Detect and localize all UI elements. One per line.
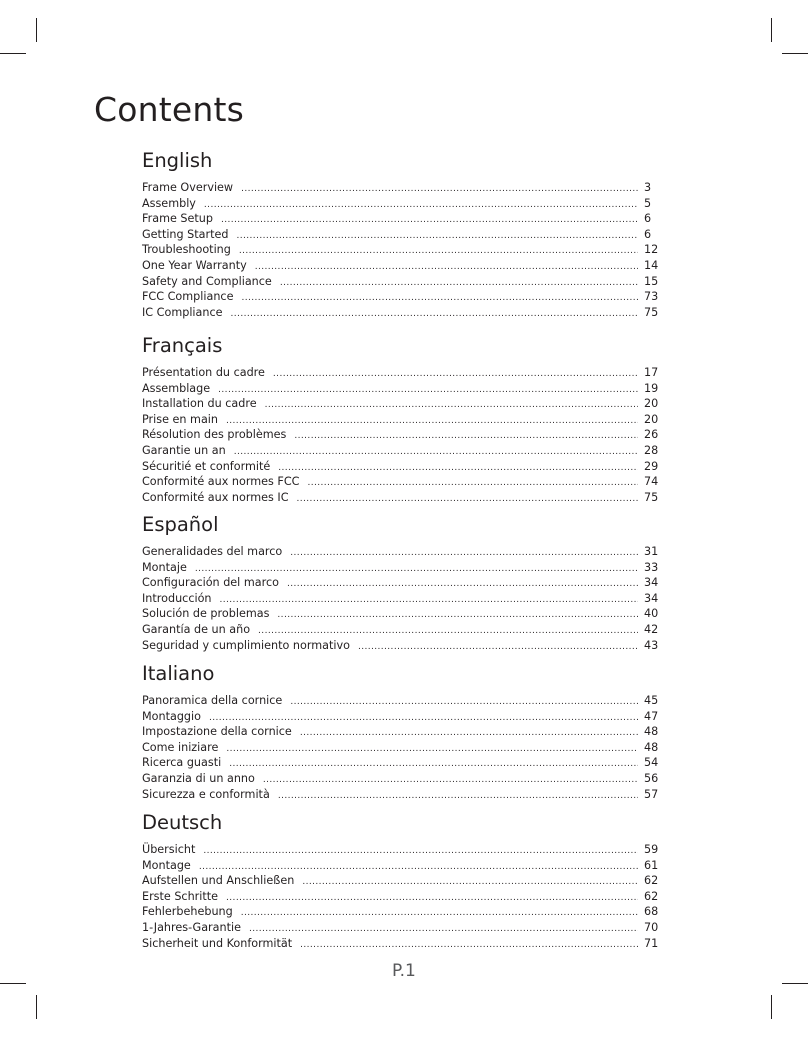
toc-entry[interactable] [142, 381, 658, 397]
toc-entry-page-number: 45 [644, 694, 659, 707]
toc-entry-page-number: 56 [644, 771, 659, 785]
dot-leader [241, 291, 638, 307]
toc-entry-page-number: 68 [644, 905, 659, 919]
dot-leader [273, 367, 638, 383]
dot-leader [265, 398, 638, 414]
toc-entry-label: Garantie un an [142, 443, 226, 457]
dot-leader [278, 461, 638, 477]
toc-entry-label: Fehlerbehebung [142, 905, 233, 919]
toc-entry-label: Seguridad y cumplimiento normativo [142, 638, 350, 652]
toc-entry-page-number: 57 [644, 787, 659, 801]
toc-entry[interactable] [142, 606, 658, 622]
toc-entry-label: One Year Warranty [142, 258, 247, 272]
dot-leader [300, 726, 638, 742]
toc-entry[interactable] [142, 242, 658, 258]
toc-section-francais [142, 333, 658, 505]
toc-entry[interactable] [142, 740, 658, 756]
toc-entry-page-number: 74 [644, 475, 659, 489]
crop-mark-top-left-horizontal [0, 53, 26, 54]
toc-entry-page-number: 26 [644, 428, 659, 442]
toc-entry-page-number: 62 [644, 889, 659, 903]
toc-entry-page-number: 34 [644, 576, 659, 590]
toc-section-espanol [142, 512, 658, 653]
toc-entry[interactable] [142, 771, 658, 787]
dot-leader [277, 608, 638, 624]
dot-leader [220, 593, 638, 609]
toc-entry[interactable] [142, 474, 658, 490]
toc-entry[interactable] [142, 443, 658, 459]
dot-leader [255, 260, 638, 276]
toc-entry-label: Frame Setup [142, 212, 213, 226]
toc-entry-label: Aufstellen und Anschließen [142, 874, 295, 888]
toc-entry-label: Safety and Compliance [142, 274, 272, 288]
toc-entry[interactable] [142, 889, 658, 905]
toc-entry[interactable] [142, 227, 658, 243]
toc-entry-page-number: 48 [644, 740, 659, 754]
entry-list [142, 693, 658, 802]
toc-section-deutsch [142, 810, 658, 951]
entry-list [142, 180, 658, 320]
toc-entry[interactable] [142, 693, 658, 709]
toc-entry-label: Solución de problemas [142, 607, 270, 621]
toc-entry[interactable] [142, 427, 658, 443]
toc-entry[interactable] [142, 575, 658, 591]
toc-entry-page-number: 75 [644, 305, 659, 319]
toc-entry[interactable] [142, 365, 658, 381]
toc-entry[interactable] [142, 305, 658, 321]
entry-list [142, 365, 658, 505]
toc-entry-page-number: 5 [644, 196, 652, 210]
toc-entry-label: Übersicht [142, 843, 196, 856]
toc-entry[interactable] [142, 180, 658, 196]
dot-leader [234, 445, 638, 461]
toc-entry[interactable] [142, 412, 658, 428]
toc-entry-page-number: 59 [644, 843, 659, 856]
toc-entry[interactable] [142, 787, 658, 803]
toc-entry-label: Sécuritié et conformité [142, 459, 271, 473]
toc-entry-page-number: 43 [644, 638, 659, 652]
dot-leader [290, 546, 638, 562]
crop-mark-top-right-horizontal [782, 53, 808, 54]
toc-entry-label: Impostazione della cornice [142, 725, 292, 739]
toc-entry[interactable] [142, 724, 658, 740]
toc-entry-label: Montaggio [142, 709, 201, 723]
dot-leader [297, 492, 638, 508]
toc-entry[interactable] [142, 709, 658, 725]
dot-leader [358, 640, 638, 656]
crop-mark-top-left-vertical [36, 18, 37, 42]
dot-leader [302, 875, 638, 891]
toc-entry-page-number: 75 [644, 490, 659, 504]
toc-entry-label: Generalidades del marco [142, 545, 283, 558]
toc-entry-label: Come iniziare [142, 740, 219, 754]
toc-entry[interactable] [142, 560, 658, 576]
toc-entry-label: Garanzia di un anno [142, 771, 255, 785]
toc-entry-page-number: 61 [644, 858, 659, 872]
toc-entry-label: Garantía de un año [142, 622, 251, 636]
toc-entry-label: Assemblage [142, 381, 211, 395]
dot-leader [229, 757, 638, 773]
toc-entry-page-number: 29 [644, 459, 659, 473]
dot-leader [287, 577, 638, 593]
toc-entry[interactable] [142, 196, 658, 212]
toc-entry-page-number: 33 [644, 560, 659, 574]
toc-entry[interactable] [142, 755, 658, 771]
dot-leader [263, 773, 638, 789]
toc-entry-page-number: 48 [644, 725, 659, 739]
toc-entry-label: Frame Overview [142, 181, 234, 194]
toc-entry-page-number: 12 [644, 243, 659, 257]
toc-entry-page-number: 15 [644, 274, 659, 288]
toc-entry[interactable] [142, 490, 658, 506]
toc-entry-label: Ricerca guasti [142, 756, 222, 770]
dot-leader [241, 182, 638, 198]
dot-leader [218, 383, 638, 399]
toc-entry-label: Configuración del marco [142, 576, 279, 590]
entry-list [142, 544, 658, 653]
section-heading: Español [142, 513, 219, 536]
dot-leader [300, 938, 638, 954]
toc-entry[interactable] [142, 622, 658, 638]
toc-entry-label: Conformité aux normes FCC [142, 475, 300, 489]
dot-leader [226, 891, 638, 907]
toc-entry-label: Assembly [142, 196, 196, 210]
toc-entry-page-number: 40 [644, 607, 659, 621]
dot-leader [249, 922, 638, 938]
toc-entry-label: Prise en main [142, 412, 219, 426]
toc-section-italiano [142, 661, 658, 802]
toc-entry-label: Conformité aux normes IC [142, 490, 289, 504]
toc-entry-label: FCC Compliance [142, 290, 234, 304]
toc-entry-page-number: 20 [644, 397, 659, 411]
dot-leader [280, 276, 638, 292]
crop-mark-bottom-right-horizontal [782, 983, 808, 984]
toc-entry[interactable] [142, 638, 658, 654]
entry-list [142, 842, 658, 951]
toc-entry-label: Erste Schritte [142, 889, 219, 903]
crop-mark-bottom-left-vertical [36, 995, 37, 1019]
dot-leader [290, 695, 638, 711]
dot-leader [241, 906, 638, 922]
toc-entry-label: Installation du cadre [142, 397, 257, 411]
toc-entry[interactable] [142, 289, 658, 305]
toc-entry-label: Introducción [142, 591, 212, 605]
toc-entry[interactable] [142, 842, 658, 858]
toc-entry-page-number: 3 [644, 181, 652, 194]
toc-entry-page-number: 62 [644, 874, 659, 888]
dot-leader [226, 742, 638, 758]
crop-mark-top-right-vertical [771, 18, 772, 42]
toc-entry-label: Sicurezza e conformità [142, 787, 270, 801]
dot-leader [307, 476, 638, 492]
toc-entry-label: Troubleshooting [142, 243, 231, 257]
toc-entry[interactable] [142, 920, 658, 936]
toc-entry[interactable] [142, 873, 658, 889]
toc-entry-page-number: 14 [644, 258, 659, 272]
page-number: P.1 [392, 961, 416, 981]
toc-entry[interactable] [142, 274, 658, 290]
toc-entry[interactable] [142, 904, 658, 920]
page-title: Contents [94, 90, 245, 129]
toc-entry-page-number: 71 [644, 936, 659, 950]
toc-entry-label: Panoramica della cornice [142, 694, 283, 707]
toc-entry[interactable] [142, 258, 658, 274]
dot-leader [294, 429, 638, 445]
toc-entry-label: Sicherheit und Konformität [142, 936, 293, 950]
dot-leader [278, 789, 638, 805]
toc-entry-label: Présentation du cadre [142, 366, 265, 379]
dot-leader [221, 213, 638, 229]
section-heading: Français [142, 334, 223, 357]
toc-entry-label: Getting Started [142, 227, 229, 241]
toc-entry-page-number: 19 [644, 381, 659, 395]
toc-entry[interactable] [142, 396, 658, 412]
toc-entry[interactable] [142, 936, 658, 952]
dot-leader [203, 844, 638, 860]
dot-leader [237, 229, 639, 245]
toc-entry[interactable] [142, 858, 658, 874]
toc-entry[interactable] [142, 211, 658, 227]
section-heading: Deutsch [142, 811, 223, 834]
toc-entry-page-number: 47 [644, 709, 659, 723]
toc-entry-page-number: 20 [644, 412, 659, 426]
dot-leader [239, 244, 638, 260]
toc-entry-page-number: 54 [644, 756, 659, 770]
toc-entry-page-number: 6 [644, 227, 652, 241]
toc-entry-label: 1-Jahres-Garantie [142, 920, 241, 934]
toc-entry-label: IC Compliance [142, 305, 223, 319]
toc-entry-page-number: 17 [644, 366, 659, 379]
toc-entry-page-number: 70 [644, 920, 659, 934]
toc-entry-page-number: 73 [644, 290, 659, 304]
crop-mark-bottom-left-horizontal [0, 983, 26, 984]
section-heading: Italiano [142, 662, 215, 685]
toc-entry-page-number: 6 [644, 212, 652, 226]
toc-entry-label: Montage [142, 858, 191, 872]
toc-entry-page-number: 42 [644, 622, 659, 636]
toc-entry[interactable] [142, 544, 658, 560]
toc-entry-page-number: 31 [644, 545, 659, 558]
toc-entry[interactable] [142, 591, 658, 607]
crop-mark-bottom-right-vertical [771, 995, 772, 1019]
dot-leader [204, 198, 638, 214]
toc-entry-label: Montaje [142, 560, 187, 574]
toc-entry-page-number: 34 [644, 591, 659, 605]
toc-entry[interactable] [142, 459, 658, 475]
dot-leader [231, 307, 638, 323]
toc-section-english [142, 148, 658, 320]
toc-entry-page-number: 28 [644, 443, 659, 457]
toc-entry-label: Résolution des problèmes [142, 428, 287, 442]
section-heading: English [142, 149, 213, 172]
